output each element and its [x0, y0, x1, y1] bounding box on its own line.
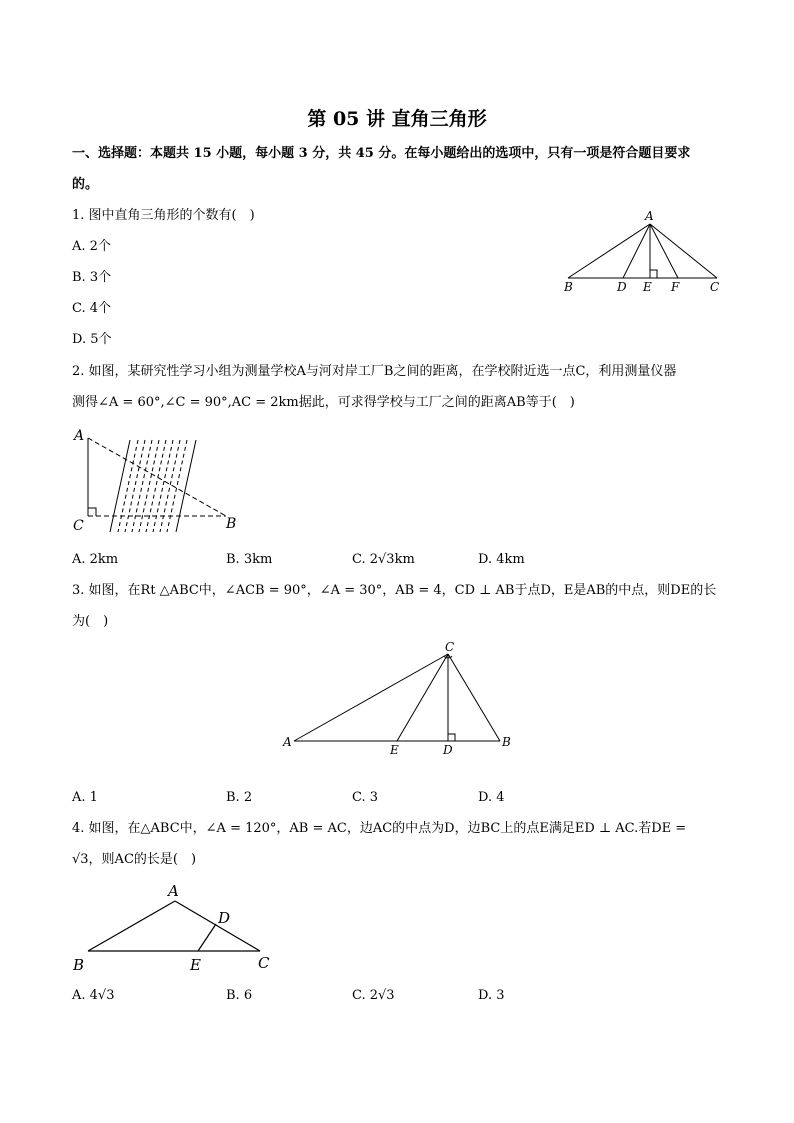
q4-option-b: B. 6	[226, 988, 253, 1003]
q2-riverbank-left	[110, 440, 130, 532]
q2-river-hatching	[118, 440, 187, 532]
q1-segment-ab	[568, 224, 650, 278]
q4-label-e: E	[190, 956, 201, 974]
q1-stem: 1. 图中直角三角形的个数有( )	[72, 208, 255, 223]
q2-option-c: C. 2√3km	[352, 552, 415, 567]
q3-figure	[278, 636, 518, 760]
q2-label-c: C	[73, 518, 84, 534]
q3-segment-ce	[397, 654, 448, 741]
q3-option-c: C. 3	[352, 790, 379, 805]
q2-option-d: D. 4km	[478, 552, 525, 567]
q1-option-a: A. 2个	[72, 239, 111, 254]
q1-option-b: B. 3个	[72, 270, 112, 285]
q3-label-d: D	[443, 743, 453, 757]
q3-label-b: B	[502, 735, 511, 749]
q1-option-c: C. 4个	[72, 301, 112, 316]
q4-segment-de	[198, 924, 216, 951]
q4-figure	[68, 878, 280, 976]
q3-segment-ac	[294, 654, 448, 741]
q2-stem-line1: 2. 如图，某研究性学习小组为测量学校A与河对岸工厂B之间的距离，在学校附近选一点C，利用测量仪器	[72, 364, 677, 379]
page-title: 第 05 讲 直角三角形	[307, 108, 487, 130]
q1-label-b: B	[564, 280, 573, 294]
q1-label-f: F	[671, 280, 680, 294]
q3-option-a: A. 1	[72, 790, 98, 805]
q4-option-c: C. 2√3	[352, 988, 395, 1003]
q1-segment-ac	[650, 224, 717, 278]
q3-option-b: B. 2	[226, 790, 253, 805]
q1-label-c: C	[710, 280, 720, 294]
q1-option-d: D. 5个	[72, 332, 112, 347]
q3-label-c: C	[445, 640, 455, 654]
q4-option-a: A. 4√3	[72, 988, 115, 1003]
q2-riverbank-right	[176, 440, 196, 532]
section-intro-line2: 的。	[72, 177, 99, 192]
q4-segment-ab	[88, 901, 175, 951]
q4-label-b: B	[73, 956, 85, 974]
q3-label-a: A	[283, 735, 292, 749]
q3-stem-line1: 3. 如图，在Rt △ABC中，∠ACB = 90°，∠A = 30°，AB = 4，CD ⊥ AB于点D，E是AB的中点，则DE的长	[72, 583, 717, 598]
section-intro-line1: 一、选择题：本题共 15 小题，每小题 3 分，共 45 分。在每小题给出的选项中，只有一项是符合题目要求	[72, 146, 691, 161]
q2-option-a: A. 2km	[72, 552, 119, 567]
q4-option-d: D. 3	[478, 988, 505, 1003]
q2-figure	[68, 424, 248, 536]
q3-label-e: E	[390, 743, 399, 757]
q3-segment-cb	[448, 654, 500, 741]
q4-stem-line1: 4. 如图，在△ABC中，∠A = 120°，AB = AC，边AC的中点为D，边BC上的点E满足ED ⊥ AC.若DE =	[72, 821, 687, 836]
q3-stem-line2: 为( )	[72, 614, 109, 629]
q2-stem-line2: 测得∠A = 60°,∠C = 90°,AC = 2km据此，可求得学校与工厂之间的距离AB等于( )	[72, 395, 575, 410]
q2-option-b: B. 3km	[226, 552, 273, 567]
q4-label-a: A	[168, 882, 179, 900]
q1-right-angle-mark	[650, 270, 657, 278]
q2-label-b: B	[226, 516, 237, 532]
q4-stem-line2: √3，则AC的长是( )	[72, 852, 197, 867]
q1-label-d: D	[617, 280, 627, 294]
q3-right-angle-mark-d	[448, 734, 455, 741]
q2-right-angle-mark	[88, 508, 96, 516]
q4-label-d: D	[218, 909, 231, 927]
q1-label-a: A	[645, 209, 654, 223]
q4-label-c: C	[258, 954, 270, 972]
q2-label-a: A	[74, 428, 85, 444]
q3-option-d: D. 4	[478, 790, 505, 805]
q1-figure	[558, 205, 728, 297]
q1-segment-ad	[623, 224, 650, 278]
q1-label-e: E	[643, 280, 652, 294]
